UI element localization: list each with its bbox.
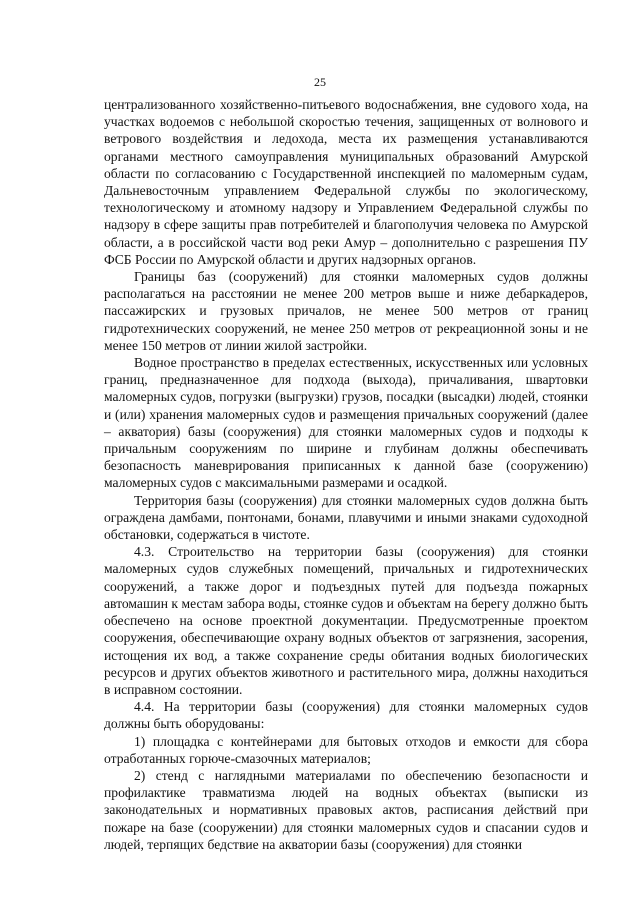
paragraph-continuation: централизованного хозяйственно-питьевого водоснабжения, вне судового хода, на участках водоемов с небольшой скоростью течения, защищенных от волнового и ветрового воздействия и ледохода, места их размещения устанавливаются органами местного самоуправления муниципальных образований Амурской области по согласованию с Государственной инспекцией по маломерным судам, Дальневосточным управлением Федеральной службы по экологическому, технологическому и атомному надзору и Управлением Федеральной службы по надзору в сфере защиты прав потребителей и благополучия человека по Амурской области, а в российской части вод реки Амур – дополнительно с разрешения ПУ ФСБ России по Амурской области и других надзорных органов.: [104, 97, 588, 267]
paragraph-base-boundaries: Границы баз (сооружений) для стоянки маломерных судов должны располагаться на расстоянии не менее 200 метров выше и ниже дебаркадеров, пассажирских и грузовых причалов, не менее 500 метров от границ гидротехнических сооружений, не менее 250 метров от рекреационной зоны и не менее 150 метров от линии жилой застройки.: [104, 269, 588, 353]
page-number: 25: [314, 75, 326, 89]
paragraph-territory: Территория базы (сооружения) для стоянки маломерных судов должна быть ограждена дамбами, понтонами, бонами, плавучими и иными знаками судоходной обстановки, содержаться в чистоте.: [104, 492, 588, 543]
paragraph-section-4-4: 4.4. На территории базы (сооружения) для стоянки маломерных судов должны быть оборудованы:: [104, 699, 588, 732]
list-item-2: 2) стенд с наглядными материалами по обеспечению безопасности и профилактике травматизма людей на водных объектах (выписки из законодательных и нормативных правовых актов, расписания действий при пожаре на базе (сооружении) для стоянки маломерных судов и спасании судов и людей, терпящих бедствие на акватории базы (сооружения) для стоянки: [104, 767, 588, 852]
paragraph-section-4-3: 4.3. Строительство на территории базы (сооружения) для стоянки маломерных судов служебных помещений, причальных и гидротехнических сооружений, а также дорог и подъездных путей для подъезда пожарных автомашин к местам забора воды, стоянке судов и объектам на берегу должно быть обеспечено на основе проектной документации. Предусмотренные проектом сооружения, обеспечивающие охрану водных объектов от загрязнения, засорения, истощения их вод, а также сохранение среды обитания водных биологических ресурсов и других объектов животного и растительного мира, должны находиться в исправном состоянии.: [104, 544, 588, 697]
document-body: [104, 96, 588, 853]
list-item-1: 1) площадка с контейнерами для бытовых отходов и емкости для сбора отработанных горюче-смазочных материалов;: [104, 733, 588, 766]
paragraph-water-area: Водное пространство в пределах естественных, искусственных или условных границ, предназначенное для подхода (выхода), причаливания, швартовки маломерных судов, погрузки (выгрузки) грузов, посадки (высадки) людей, стоянки и (или) хранения маломерных судов и размещения причальных сооружений (далее – акватория) базы (сооружения) для стоянки маломерных судов и подходы к причальным сооружениям по ширине и глубинам должны обеспечивать безопасность маневрирования приписанных к данной базе (сооружению) маломерных судов с максимальными размерами и осадкой.: [104, 355, 588, 491]
